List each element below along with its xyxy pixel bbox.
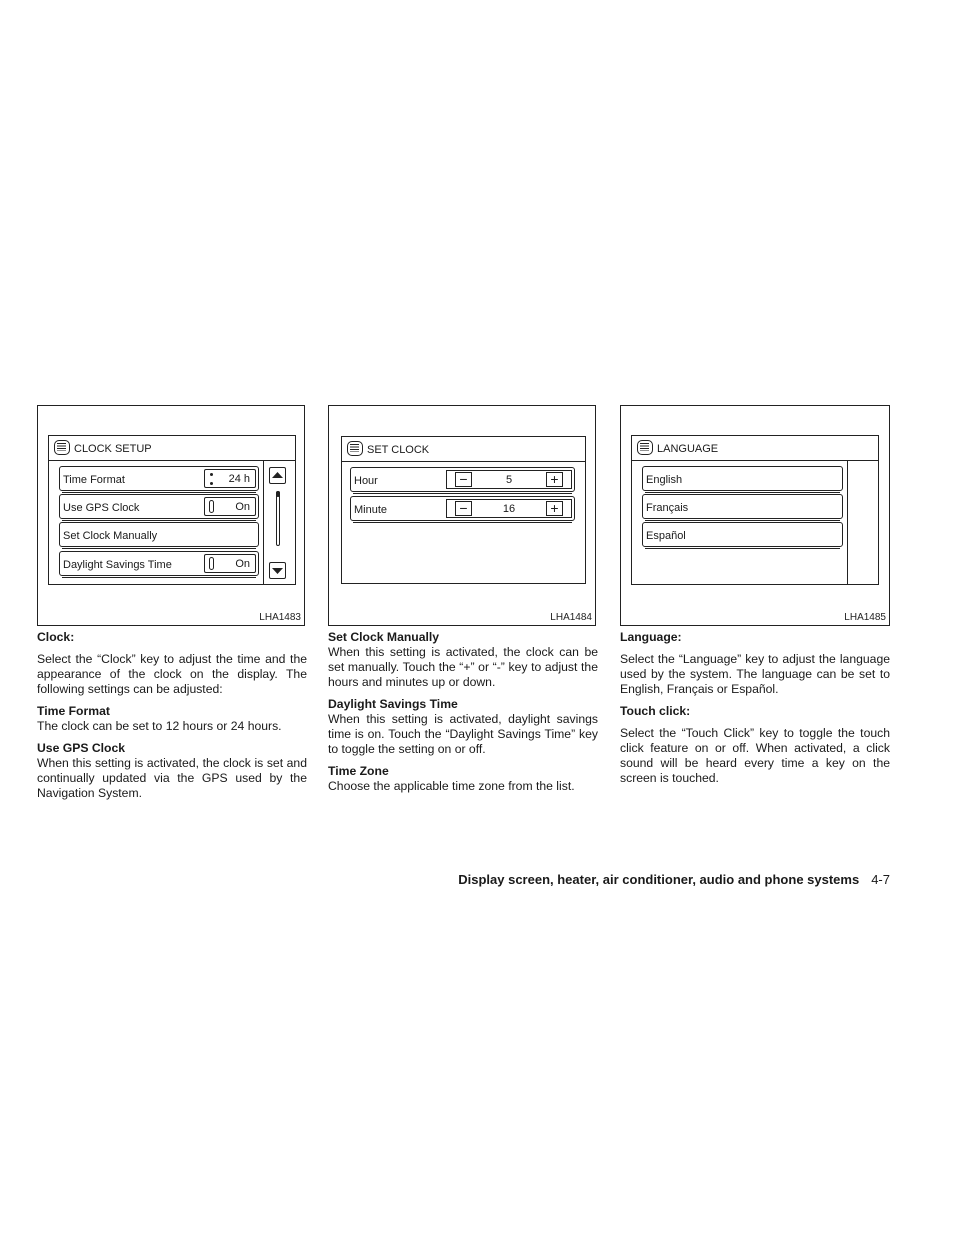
row-label: Use GPS Clock [63,502,140,514]
set-clock-screen [341,436,586,584]
figure-language [620,405,890,626]
minute-plus-button[interactable]: + [546,501,563,516]
row-label: Français [646,502,689,514]
language-option-english[interactable] [642,466,843,491]
row-label: Minute [354,504,388,516]
scroll-track[interactable] [276,491,280,546]
settings-menu-icon[interactable] [347,441,363,456]
gps-toggle-value: On [235,501,250,513]
figure-label: LHA1483 [259,612,301,623]
row-label: Español [646,530,686,542]
time-format-paragraph: The clock can be set to 12 hours or 24 hours. [37,719,282,733]
time-format-heading: Time Format [37,704,110,718]
tz-paragraph: Choose the applicable time zone from the list. [328,779,575,793]
daylight-savings-row[interactable] [59,551,259,576]
time-format-value: 24 h [228,473,250,485]
settings-menu-icon[interactable] [54,440,70,455]
side-panel [847,461,878,584]
touch-heading: Touch click: [620,704,691,718]
page-footer [458,872,890,887]
figure-set-clock [328,405,596,626]
arrow-down-icon [270,563,285,578]
manual-paragraph: When this setting is activated, the clock can be set manually. Touch the “+” or “-” key to adjust the hours and minutes up or down. [328,645,598,689]
manual-heading: Set Clock Manually [328,630,440,644]
dst-toggle-box [204,554,256,573]
scroll-down-button[interactable] [269,562,286,579]
row-label: English [646,474,683,486]
language-screen [631,435,879,585]
settings-menu-icon[interactable] [637,440,653,455]
screen-title: LANGUAGE [657,443,719,455]
scroll-thumb[interactable] [276,491,280,497]
gps-paragraph: When this setting is activated, the clock is set and continually updated via the GPS used by the Navigation System. [37,756,307,800]
clock-setup-titlebar [49,436,295,461]
hour-plus-button[interactable]: + [546,472,563,487]
page-number: 4-7 [871,872,890,887]
screen-title: SET CLOCK [367,444,430,456]
column-set-clock [328,630,598,794]
minute-value: 16 [502,503,516,515]
language-option-francais[interactable] [642,494,843,519]
column-clock [37,630,307,801]
hour-minus-button[interactable]: − [455,472,472,487]
row-label: Time Format [63,474,125,486]
use-gps-clock-row[interactable] [59,494,259,519]
scroll-up-button[interactable] [269,467,286,484]
dst-heading: Daylight Savings Time [328,697,458,711]
minute-row [350,496,575,521]
dst-toggle-value: On [235,558,250,570]
language-paragraph: Select the “Language” key to adjust the language used by the system. The language can be set to English, Français or Español. [620,652,890,696]
toggle-indicator-icon [209,500,214,513]
clock-heading: Clock: [37,630,75,644]
figure-clock-setup [37,405,305,626]
hour-value: 5 [505,474,513,486]
language-titlebar [632,436,878,461]
clock-paragraph: Select the “Clock” key to adjust the time and the appearance of the clock on the display. The following settings can be adjusted: [37,652,307,696]
clock-setup-screen [48,435,296,585]
language-heading: Language: [620,630,682,644]
tz-heading: Time Zone [328,764,389,778]
gps-toggle-box [204,497,256,516]
figure-label: LHA1485 [844,612,886,623]
gps-heading: Use GPS Clock [37,741,126,755]
dst-paragraph: When this setting is activated, daylight savings time is on. Touch the “Daylight Savings Time” key to toggle the setting on or off. [328,712,598,756]
minute-stepper[interactable] [446,499,572,518]
colon-dots-icon [210,473,213,485]
time-format-value-box [204,469,256,488]
set-clock-manually-row[interactable] [59,522,259,547]
scrollbar[interactable] [263,461,295,584]
screen-title: CLOCK SETUP [74,443,152,455]
touch-paragraph: Select the “Touch Click” key to toggle the touch click feature on or off. When activated, a click sound will be heard every time a key on the screen is touched. [620,726,890,785]
hour-stepper[interactable] [446,470,572,489]
column-language [620,630,890,786]
minute-minus-button[interactable]: − [455,501,472,516]
hour-row [350,467,575,492]
time-format-row[interactable] [59,466,259,491]
set-clock-titlebar [342,437,585,462]
row-label: Daylight Savings Time [63,559,172,571]
language-option-espanol[interactable] [642,522,843,547]
arrow-up-icon [270,468,285,483]
toggle-indicator-icon [209,557,214,570]
section-title: Display screen, heater, air conditioner, audio and phone systems [458,872,860,887]
figure-label: LHA1484 [550,612,592,623]
row-label: Hour [354,475,378,487]
row-label: Set Clock Manually [63,530,158,542]
